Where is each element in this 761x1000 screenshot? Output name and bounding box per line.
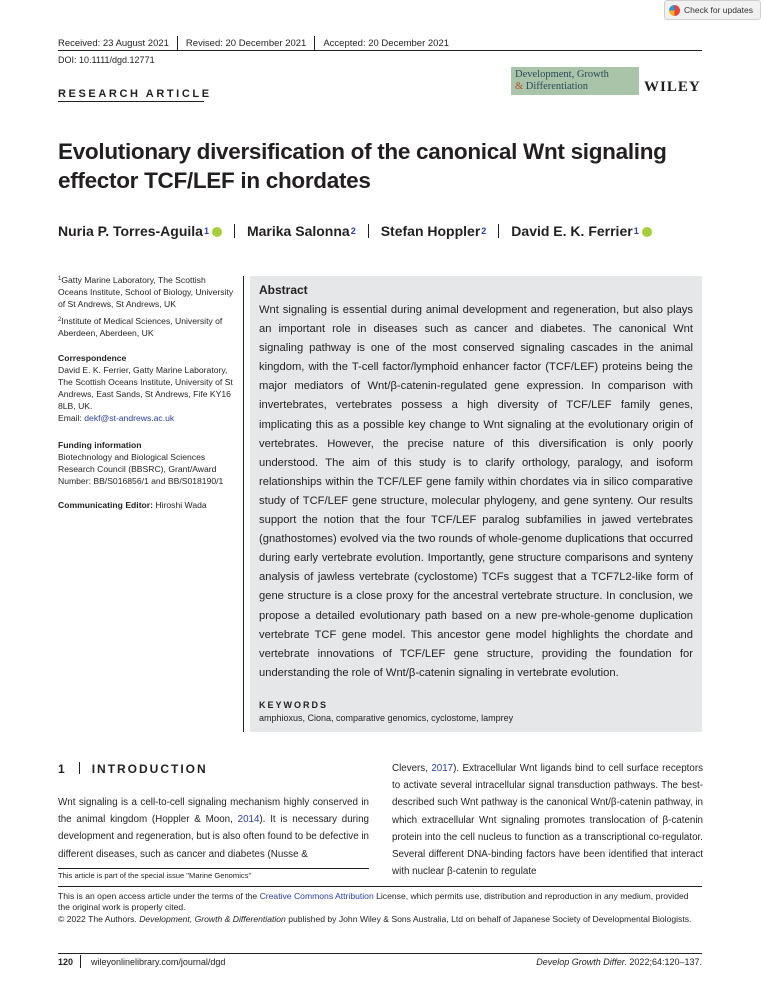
article-dates: [58, 36, 449, 50]
affiliation-text: Institute of Medical Sciences, University of Aberdeen, Aberdeen, UK: [58, 316, 223, 338]
keywords-text: amphioxus, Ciona, comparative genomics, cyclostome, lamprey: [259, 713, 514, 723]
communicating-editor-name: Hiroshi Wada: [155, 500, 207, 510]
affiliation: [58, 314, 236, 339]
communicating-editor: [58, 499, 236, 511]
journal-logo-line2: Differentiation: [525, 81, 588, 92]
citation-link[interactable]: 2014: [237, 814, 260, 826]
license-rule: [58, 886, 702, 887]
doi[interactable]: DOI: 10.1111/dgd.12771: [58, 55, 155, 65]
section-title: INTRODUCTION: [91, 762, 208, 776]
affiliation: [58, 273, 236, 310]
orcid-icon[interactable]: [642, 227, 652, 237]
revised-date: Revised: 20 December 2021: [185, 37, 307, 49]
abstract-heading: Abstract: [259, 283, 308, 297]
page-number: 120: [58, 957, 74, 967]
author-name[interactable]: Marika Salonna: [246, 223, 350, 239]
check-for-updates-label: Check for updates: [684, 5, 753, 15]
author-list: [58, 223, 652, 239]
section-heading: [58, 762, 208, 776]
article-title: Evolutionary diversification of the canonical Wnt signaling effector TCF/LEF in chordates: [58, 139, 667, 193]
author-divider: [368, 224, 369, 238]
section-number: 1: [58, 762, 67, 776]
journal-citation: [536, 957, 702, 967]
intro-text: ). It is necessary during development and regeneration, but is also often found to be defective in different diseases, such as cancer and diabetes (Nusse &: [58, 814, 369, 860]
author-divider: [234, 224, 235, 238]
author-affiliation-mark[interactable]: 2: [481, 226, 487, 236]
journal-logo[interactable]: [511, 67, 639, 95]
intro-paragraph-left: [58, 794, 369, 863]
received-date: Received: 23 August 2021: [58, 37, 169, 49]
author-affiliation-mark[interactable]: 2: [350, 226, 356, 236]
footnote-rule: [58, 868, 369, 869]
section-heading-divider: [79, 762, 80, 774]
author-name[interactable]: Nuria P. Torres-Aguila: [58, 223, 203, 239]
communicating-editor-label: Communicating Editor:: [58, 500, 154, 510]
footer-divider: [80, 955, 81, 968]
correspondence-text: David E. K. Ferrier, Gatty Marine Laboratory, The Scottish Oceans Institute, University of St Andrews, East Sands, St Andrews, Fife KY16 8LB, UK.: [58, 365, 233, 411]
author-name[interactable]: David E. K. Ferrier: [511, 223, 633, 239]
citation-journal: Develop Growth Differ.: [536, 957, 627, 967]
email-label: Email:: [58, 413, 85, 423]
intro-text: Wnt signaling is a cell-to-cell signaling mechanism highly conserved in the animal kingdom (Hoppler & Moon,: [58, 797, 369, 826]
intro-paragraph-right: [392, 760, 703, 880]
author-affiliation-mark[interactable]: 1: [633, 226, 639, 236]
correspondence-heading: Correspondence: [58, 353, 127, 363]
footnote: This article is part of the special issue "Marine Genomics": [58, 871, 252, 880]
check-for-updates-button[interactable]: [664, 0, 761, 20]
affiliation-number: 1: [58, 276, 62, 282]
affiliation-text: Gatty Marine Laboratory, The Scottish Oceans Institute, School of Biology, University of St Andrews, St Andrews, UK: [58, 275, 234, 309]
license-link[interactable]: Creative Commons Attribution: [259, 891, 374, 901]
intro-text: ). Extracellular Wnt ligands bind to cell surface receptors to activate several intracellular signal transduction pathways. The best-described such Wnt pathway is the canonical Wnt/β-catenin pathway, in which extracellular Wnt signaling promotes translocation of β-catenin protein into the cell nucleus to function as a transcriptional co-regulator. Several different DNA-binding factors have been identified that interact with nuclear β-catenin to regulate: [392, 763, 703, 878]
license-block: [58, 891, 702, 925]
update-icon: [669, 5, 680, 16]
keywords-heading: KEYWORDS: [259, 700, 329, 710]
author-name[interactable]: Stefan Hoppler: [380, 223, 481, 239]
abstract-text: Wnt signaling is essential during animal development and regeneration, but also plays an important role in diseases such as cancer and diabetes. The canonical Wnt signaling pathway is one of the most conserved signaling cascades in the animal kingdom, with the T-cell factor/lymphoid enhancer factor (TCF/LEF) proteins being the major mediators of Wnt/β-catenin-regulated gene expression. In comparison with invertebrates, vertebrates possess a high diversity of TCF/LEF family genes, implicating this as a possible key change to Wnt signaling at the evolutionary origin of vertebrates. However, the precise nature of this diversification is only poorly understood. The aim of this study is to clarify orthology, paralogy, and isoform relationships within the TCF/LEF gene family within chordates via in silico comparative study of TCF/LEF gene structure, molecular phylogeny, and gene synteny. Our results support the notion that the four TCF/LEF paralog subfamilies in jawed vertebrates (gnathostomes) evolved via the two rounds of whole-genome duplications that occurred during early vertebrate evolution. Importantly, gene structure comparisons and synteny analysis of jawless vertebrate (cyclostome) TCFs suggest that a TCF7L2-like form of gene structure is a close proxy for the ancestral vertebrate structure. In conclusion, we propose a detailed evolutionary path based on a new pre-whole-genome duplication vertebrate TCF gene model. This ancestor gene model highlights the chordate and vertebrate innovations of TCF/LEF gene structure, providing the foundation for understanding the role of Wnt/β-catenin signaling in vertebrate evolution.: [259, 304, 693, 679]
accepted-date: Accepted: 20 December 2021: [323, 37, 450, 49]
funding-text: Biotechnology and Biological Sciences Research Council (BBSRC), Grant/Award Number: BB/S016856/1 and BB/S018190/1: [58, 452, 224, 486]
article-info-column: [58, 273, 236, 511]
intro-text: Clevers,: [392, 763, 432, 774]
article-type-underline: [58, 101, 204, 102]
license-line: [58, 891, 702, 914]
journal-url[interactable]: wileyonlinelibrary.com/journal/dgd: [91, 957, 226, 967]
citation-volume: 2022;64:120–137.: [626, 957, 702, 967]
correspondence-email-line: [58, 412, 236, 424]
copyright-text: © 2022 The Authors.: [58, 913, 140, 924]
citation-link[interactable]: 2017: [431, 763, 454, 774]
journal-logo-amp: &: [515, 81, 524, 92]
orcid-icon[interactable]: [212, 227, 222, 237]
date-divider: [177, 36, 178, 50]
author-divider: [498, 224, 499, 238]
license-text: This is an open access article under the terms of the: [58, 891, 260, 901]
journal-name: Development, Growth & Differentiation: [139, 913, 286, 924]
header-rule: [58, 50, 702, 51]
copyright-line: [58, 914, 702, 925]
date-divider: [314, 36, 315, 50]
column-divider: [243, 276, 244, 732]
footer-rule: [58, 953, 702, 954]
email-link[interactable]: dekf@st-andrews.ac.uk: [84, 413, 175, 423]
article-type: RESEARCH ARTICLE: [58, 88, 212, 100]
license-text: License, which permits use, distribution and reproduction in any medium, provided the original work is properly cited.: [58, 891, 689, 913]
journal-logo-line1: Development, Growth: [515, 69, 609, 80]
copyright-text: published by John Wiley & Sons Australia, Ltd on behalf of Japanese Society of Developmental Biologists.: [285, 913, 692, 924]
author-affiliation-mark[interactable]: 1: [203, 226, 209, 236]
affiliation-number: 2: [58, 317, 62, 323]
publisher-logo[interactable]: WILEY: [644, 79, 701, 95]
funding-heading: Funding information: [58, 440, 142, 450]
